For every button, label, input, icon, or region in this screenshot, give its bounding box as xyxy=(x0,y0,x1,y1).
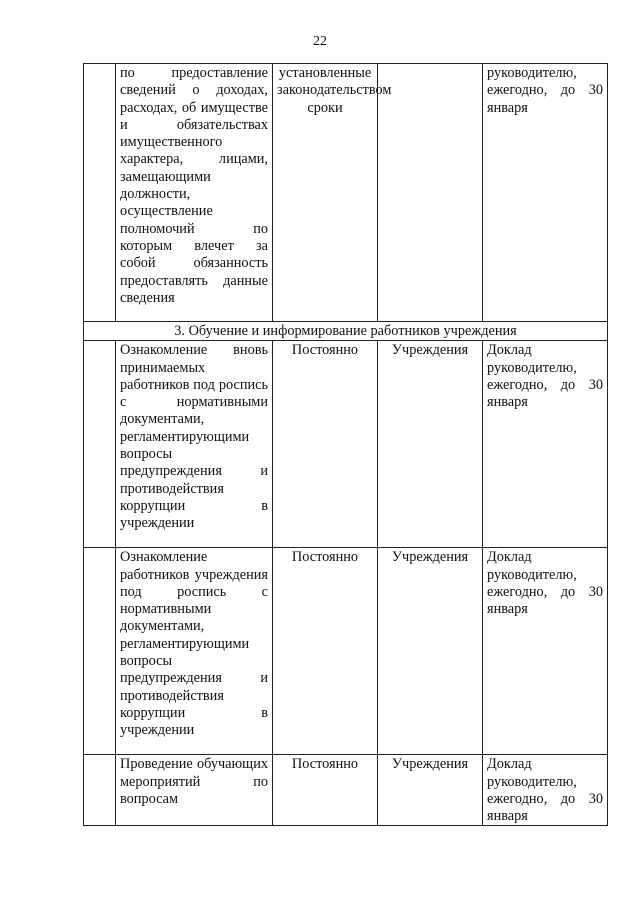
measure-executor: Учреждения xyxy=(378,548,483,755)
table-row xyxy=(84,755,608,826)
table-row xyxy=(84,548,608,755)
table-row xyxy=(84,64,608,322)
measure-term: Постоянно xyxy=(273,341,378,548)
measure-description: Ознакомление вновь принимаемых работников под роспись с нормативными документами, регламентирующими вопросы предупреждения и противодействия коррупции в учреждении xyxy=(116,341,273,548)
measure-executor xyxy=(378,64,483,322)
measure-term: Постоянно xyxy=(273,755,378,826)
measure-report: Доклад руководителю, ежегодно, до 30 января xyxy=(483,341,608,548)
measure-description: Проведение обучающих мероприятий по вопросам xyxy=(116,755,273,826)
row-number xyxy=(84,755,116,826)
section-header-row xyxy=(84,322,608,341)
measure-executor: Учреждения xyxy=(378,755,483,826)
measure-report: Доклад руководителю, ежегодно, до 30 января xyxy=(483,548,608,755)
measure-term: установленные законодательством сроки xyxy=(273,64,378,322)
table-row xyxy=(84,341,608,548)
row-number xyxy=(84,64,116,322)
measure-description: по предоставление сведений о доходах, расходах, об имуществе и обязательствах имущественного характера, лицами, замещающими должности, осуществление полномочий по которым влечет за собой обязанность предоставлять данные сведения xyxy=(116,64,273,322)
page-number: 22 xyxy=(313,34,327,49)
row-number xyxy=(84,341,116,548)
measure-term: Постоянно xyxy=(273,548,378,755)
section-title: 3. Обучение и информирование работников учреждения xyxy=(84,322,608,341)
row-number xyxy=(84,548,116,755)
measure-description: Ознакомление работников учреждения под роспись с нормативными документами, регламентирующими вопросы предупреждения и противодействия коррупции в учреждении xyxy=(116,548,273,755)
measure-executor: Учреждения xyxy=(378,341,483,548)
measure-report: Доклад руководителю, ежегодно, до 30 января xyxy=(483,755,608,826)
measure-report: руководителю, ежегодно, до 30 января xyxy=(483,64,608,322)
measures-table xyxy=(83,63,608,826)
